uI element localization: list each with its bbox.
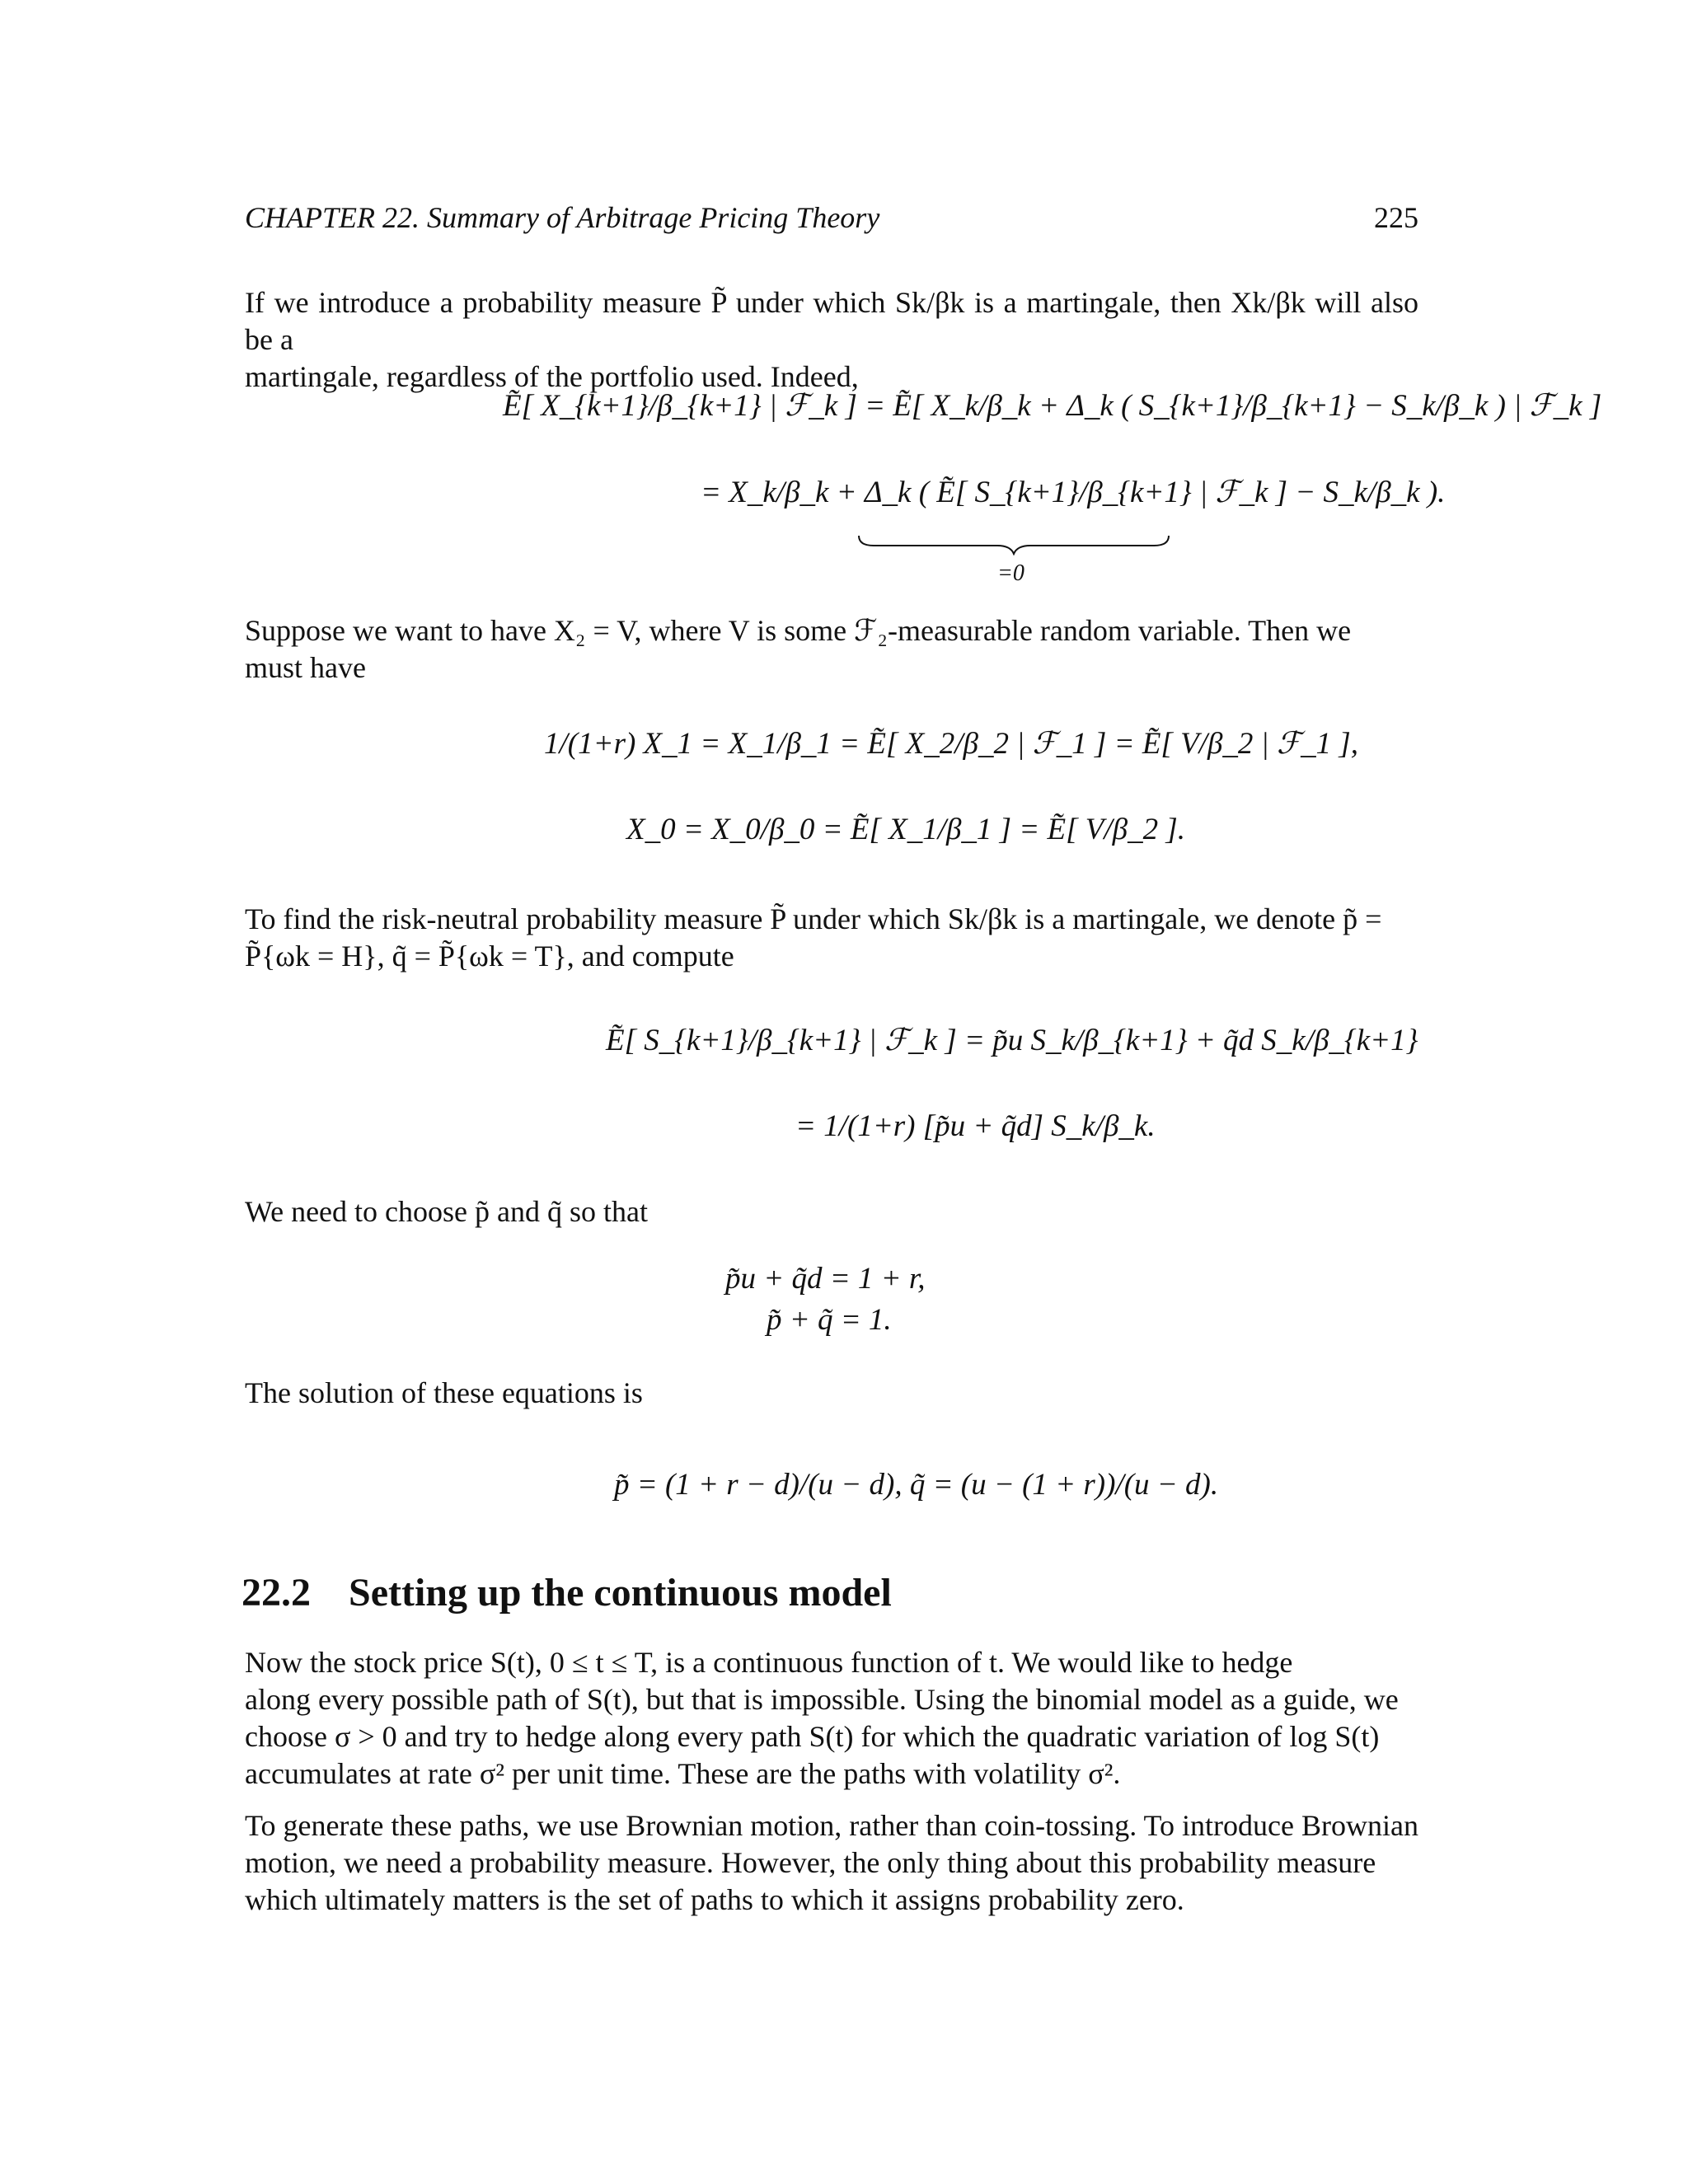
equation-2a: 1/(1+r) X_1 = X_1/β_1 = Ẽ[ X_2/β_2 | ℱ_1 ] = Ẽ[ V/β_2 | ℱ_1 ], [544,727,1359,761]
paragraph-7-line-2: motion, we need a probability measure. However, the only thing about this probability measure [245,1846,1376,1879]
paragraph-6-line-4: accumulates at rate σ² per unit time. These are the paths with volatility σ². [245,1757,1121,1790]
equation-2b: X_0 = X_0/β_0 = Ẽ[ X_1/β_1 ] = Ẽ[ V/β_2 ]. [626,813,1185,846]
paragraph-4: We need to choose p̃ and q̃ so that [245,1195,648,1228]
paragraph-6-line-3: choose σ > 0 and try to hedge along every path S(t) for which the quadratic variation of log S(t) [245,1720,1380,1753]
equation-1a: Ẽ[ X_{k+1}/β_{k+1} | ℱ_k ] = Ẽ[ X_k/β_k + Δ_k ( S_{k+1}/β_{k+1} − S_k/β_k ) | ℱ_k ] [503,389,1602,423]
equation-4b: p̃ + q̃ = 1. [767,1303,892,1337]
paragraph-2-line-1: Suppose we want to have X₂ = V, where V is some ℱ₂-measurable random variable. Then we [245,614,1352,647]
paragraph-3 [245,901,1418,975]
paragraph-1-line-1: If we introduce a probability measure P̃ under which Sk/βk is a martingale, then Xk/βk will also be a [245,286,1418,356]
paragraph-1-line-2: martingale, regardless of the portfolio used. Indeed, [245,360,859,393]
running-header-title: CHAPTER 22. Summary of Arbitrage Pricing Theory [245,201,880,234]
equation-4a: p̃u + q̃d = 1 + r, [725,1262,926,1296]
underbrace-label: =0 [997,560,1025,586]
underbrace [857,534,1170,555]
section-number: 22.2 [241,1571,311,1615]
section-heading [241,1570,892,1615]
paragraph-2 [245,612,1418,687]
paragraph-6-line-2: along every possible path of S(t), but that is impossible. Using the binomial model as a guide, we [245,1683,1399,1716]
paragraph-1 [245,284,1418,396]
paragraph-7-line-1: To generate these paths, we use Brownian motion, rather than coin-tossing. To introduce Brownian [245,1809,1418,1842]
equation-5: p̃ = (1 + r − d)/(u − d), q̃ = (u − (1 + r))/(u − d). [614,1468,1219,1502]
paragraph-3-line-2: P̃{ωk = H}, q̃ = P̃{ωk = T}, and compute [245,940,734,972]
paragraph-5: The solution of these equations is [245,1376,643,1409]
paragraph-2-line-2: must have [245,651,366,684]
equation-3a: Ẽ[ S_{k+1}/β_{k+1} | ℱ_k ] = p̃u S_k/β_{k+1} + q̃d S_k/β_{k+1} [606,1024,1418,1057]
paragraph-7-line-3: which ultimately matters is the set of paths to which it assigns probability zero. [245,1883,1184,1916]
page-number: 225 [1374,201,1418,234]
paragraph-6-line-1: Now the stock price S(t), 0 ≤ t ≤ T, is a continuous function of t. We would like to hedge [245,1646,1293,1679]
equation-1b: = X_k/β_k + Δ_k ( Ẽ[ S_{k+1}/β_{k+1} | ℱ_k ] − S_k/β_k ). [701,476,1446,509]
paragraph-7 [245,1807,1418,1919]
paragraph-6 [245,1644,1418,1793]
paragraph-3-line-1: To find the risk-neutral probability measure P̃ under which Sk/βk is a martingale, we denote p̃ = [245,902,1382,935]
section-title: Setting up the continuous model [349,1571,892,1615]
equation-3b: = 1/(1+r) [p̃u + q̃d] S_k/β_k. [795,1109,1156,1143]
